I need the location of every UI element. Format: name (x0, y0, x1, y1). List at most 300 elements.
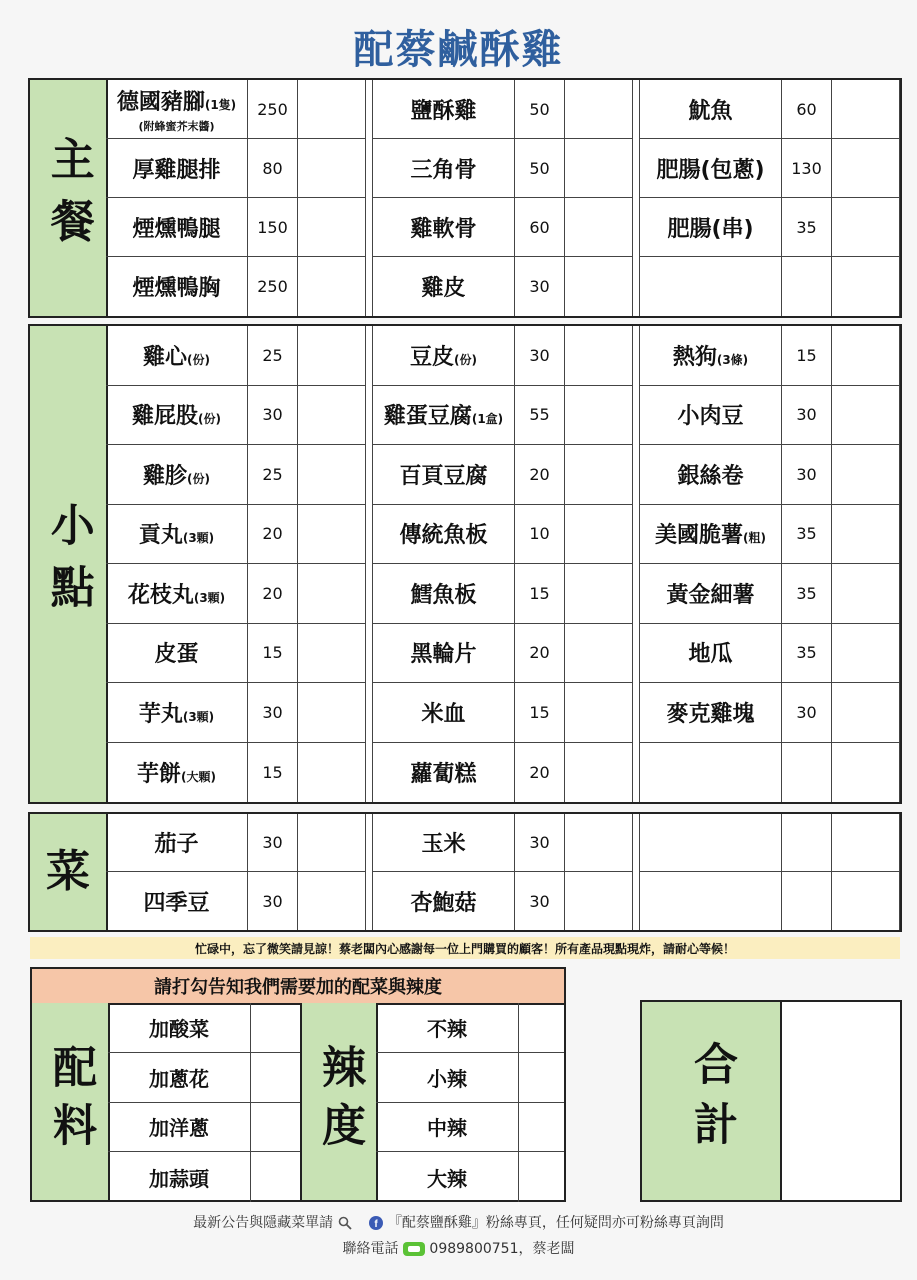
option-row (108, 1103, 300, 1153)
menu-item-name-cell (106, 257, 248, 316)
menu-item-name: 百頁豆腐 (399, 463, 488, 489)
option-row (108, 1152, 300, 1202)
menu-item-price: 30 (515, 814, 565, 872)
menu-item-price: 30 (782, 386, 832, 446)
main_course-column (373, 80, 633, 316)
order-quantity-box[interactable] (298, 505, 366, 565)
order-quantity-box[interactable] (565, 326, 633, 386)
menu-item-name-wrap (384, 399, 503, 430)
menu-item-row (640, 505, 900, 565)
menu-item-name-wrap (410, 212, 476, 243)
menu-item-price: 15 (515, 683, 565, 743)
menu-item-name-wrap (688, 637, 732, 668)
menu-item-price: 35 (782, 198, 832, 257)
menu-item-price: 250 (248, 257, 298, 316)
menu-item-price: 30 (782, 683, 832, 743)
order-quantity-box[interactable] (298, 564, 366, 624)
snacks-section (28, 324, 902, 804)
order-quantity-box[interactable] (298, 743, 366, 803)
order-quantity-box[interactable] (832, 386, 900, 446)
total-label (642, 1002, 782, 1200)
menu-item-name-wrap (139, 518, 214, 549)
total-label-text: 合計 (686, 1041, 737, 1161)
order-quantity-box[interactable] (832, 80, 900, 139)
menu-item-quantity: (份) (454, 352, 477, 367)
menu-item-price: 30 (248, 683, 298, 743)
menu-item-price: 130 (782, 139, 832, 198)
menu-item-price (782, 257, 832, 316)
menu-item-name-cell (640, 198, 782, 257)
menu-item-name-cell (373, 624, 515, 684)
menu-item-name-wrap (410, 578, 476, 609)
menu-item-name-cell (640, 80, 782, 139)
menu-item-name: 魷魚 (688, 98, 733, 124)
menu-item-name-wrap (410, 340, 477, 371)
order-quantity-box[interactable] (565, 624, 633, 684)
order-quantity-box[interactable] (298, 326, 366, 386)
snacks-column (640, 326, 900, 802)
menu-item-name-wrap (410, 886, 476, 917)
menu-item-name: 地瓜 (688, 642, 733, 668)
order-quantity-box[interactable] (832, 326, 900, 386)
option-row (376, 1053, 564, 1103)
menu-item-name: 米血 (421, 701, 466, 727)
menu-item-price: 50 (515, 139, 565, 198)
footer-line-1 (0, 1212, 917, 1232)
menu-item-name: 花枝丸 (127, 582, 194, 608)
menu-item-name-wrap (132, 212, 220, 243)
option-row (108, 1053, 300, 1103)
menu-item-name-cell (640, 386, 782, 446)
option-checkbox-cell[interactable] (251, 1053, 300, 1102)
toppings-label-text: 配料 (45, 1043, 96, 1160)
menu-item-name: 玉米 (421, 832, 466, 857)
menu-item-name-cell (640, 743, 782, 803)
menu-item-name: 肥腸(串) (667, 216, 754, 242)
menu-item-price (782, 743, 832, 803)
menu-item-name-cell (373, 386, 515, 446)
menu-item-name-wrap (421, 697, 465, 728)
menu-item-price: 30 (515, 326, 565, 386)
menu-item-name: 雞軟骨 (410, 216, 477, 242)
menu-item-row (640, 386, 900, 446)
order-quantity-box[interactable] (832, 445, 900, 505)
menu-item-row (106, 198, 366, 257)
menu-item-name-wrap (143, 886, 209, 917)
order-quantity-box[interactable] (298, 80, 366, 139)
option-checkbox-cell[interactable] (251, 1003, 300, 1052)
order-quantity-box[interactable] (565, 80, 633, 139)
footer-announcement-text: 最新公告與隱藏菜單請 (193, 1215, 334, 1231)
menu-item-name-wrap (399, 518, 487, 549)
menu-item-price: 55 (515, 386, 565, 446)
menu-item-name: 銀絲卷 (677, 463, 744, 489)
order-quantity-box[interactable] (565, 743, 633, 803)
menu-item-row (373, 814, 633, 872)
line-app-icon (403, 1242, 425, 1256)
order-quantity-box[interactable] (565, 198, 633, 257)
menu-item-price: 150 (248, 198, 298, 257)
menu-item-row (106, 743, 366, 803)
menu-item-quantity: (份) (198, 412, 221, 427)
menu-item-price: 30 (248, 872, 298, 930)
order-quantity-box[interactable] (298, 624, 366, 684)
menu-item-name-cell (106, 872, 248, 930)
option-label: 加酸菜 (108, 1003, 251, 1052)
menu-item-price: 60 (515, 198, 565, 257)
order-quantity-box[interactable] (832, 683, 900, 743)
menu-item-price: 20 (515, 624, 565, 684)
footer-fanpage-text: 『配蔡鹽酥雞』粉絲專頁，任何疑問亦可粉絲專頁詢問 (387, 1215, 724, 1231)
menu-item-row (373, 872, 633, 930)
order-quantity-box[interactable] (298, 139, 366, 198)
total-amount-box[interactable] (780, 1002, 900, 1200)
footer-phone-label: 聯絡電話 (342, 1241, 399, 1257)
menu-item-row (106, 139, 366, 198)
menu-item-note: (附蜂蜜芥末醬) (138, 119, 215, 133)
menu-item-name-cell (640, 326, 782, 386)
menu-item-name-cell (373, 445, 515, 505)
menu-item-price: 25 (248, 326, 298, 386)
main-course-label (30, 80, 108, 316)
menu-item-name: 德國豬腳 (116, 89, 205, 115)
vegetables-label (30, 814, 108, 930)
menu-item-name-wrap (656, 153, 764, 184)
order-quantity-box[interactable] (832, 257, 900, 316)
menu-item-row (106, 257, 366, 316)
menu-item-row (640, 872, 900, 930)
order-quantity-box[interactable] (565, 257, 633, 316)
menu-item-quantity: (1盒) (471, 412, 504, 427)
menu-item-name: 鹽酥雞 (410, 98, 477, 124)
menu-item-name-wrap (673, 340, 748, 371)
svg-text:f: f (374, 1219, 379, 1230)
main_course-column (106, 80, 366, 316)
menu-item-name-wrap (655, 518, 766, 549)
menu-item-row (640, 445, 900, 505)
menu-item-name-cell (106, 564, 248, 624)
notice-banner: 忙碌中，忘了微笑請見諒！蔡老闆內心感謝每一位上門購買的顧客！所有產品現點現炸，請耐心等候！ (30, 937, 900, 959)
option-checkbox-cell[interactable] (251, 1103, 300, 1152)
menu-item-name-cell (106, 445, 248, 505)
menu-item-row (373, 624, 633, 684)
menu-item-quantity: (1隻) (204, 97, 237, 112)
order-quantity-box[interactable] (832, 139, 900, 198)
menu-item-name-wrap (410, 94, 476, 125)
menu-item-row (640, 326, 900, 386)
menu-item-name-cell (640, 445, 782, 505)
menu-item-name: 豆皮 (410, 344, 455, 370)
option-label: 加蒜頭 (108, 1152, 251, 1202)
menu-item-name-cell (106, 139, 248, 198)
option-row (376, 1103, 564, 1153)
menu-item-row (373, 80, 633, 139)
menu-item-name-cell (640, 683, 782, 743)
column-divider (366, 80, 373, 316)
menu-item-name: 芋餅 (137, 761, 182, 787)
menu-item-name-cell (640, 814, 782, 872)
menu-item-name-cell (640, 139, 782, 198)
menu-item-name-wrap (667, 212, 753, 243)
menu-item-row (640, 139, 900, 198)
order-quantity-box[interactable] (298, 257, 366, 316)
menu-item-row (640, 683, 900, 743)
menu-item-price: 15 (782, 326, 832, 386)
menu-item-name-cell (106, 386, 248, 446)
menu-item-name: 芋丸 (138, 701, 183, 727)
menu-item-name-cell (106, 743, 248, 803)
order-quantity-box[interactable] (832, 814, 900, 872)
menu-item-price (782, 872, 832, 930)
spice-label-text: 辣度 (314, 1043, 365, 1160)
menu-item-quantity: (粗) (743, 531, 766, 546)
option-label: 大辣 (376, 1152, 519, 1202)
option-checkbox-cell[interactable] (519, 1152, 564, 1202)
snacks-label (30, 326, 108, 802)
menu-item-name-cell (373, 139, 515, 198)
menu-item-name-cell (373, 257, 515, 316)
search-icon (338, 1216, 352, 1230)
column-divider (633, 80, 640, 316)
order-quantity-box[interactable] (298, 198, 366, 257)
menu-item-row (373, 743, 633, 803)
menu-item-name: 雞心 (143, 344, 188, 370)
menu-item-name-cell (106, 814, 248, 872)
menu-item-name-cell (640, 257, 782, 316)
menu-item-name: 雞胗 (143, 463, 188, 489)
menu-item-name: 肥腸(包蔥) (656, 157, 765, 183)
menu-item-name: 雞皮 (421, 276, 466, 301)
menu-item-price: 60 (782, 80, 832, 139)
menu-item-row (373, 683, 633, 743)
snacks-column (106, 326, 366, 802)
menu-item-name: 煙燻鴨胸 (132, 276, 221, 301)
menu-item-name-wrap (410, 153, 476, 184)
menu-item-name-wrap (139, 697, 214, 728)
menu-item-name: 厚雞腿排 (132, 157, 221, 183)
spice-label (300, 1003, 378, 1200)
total-section (640, 1000, 902, 1202)
menu-item-row (373, 257, 633, 316)
menu-item-row (106, 80, 366, 139)
column-divider (633, 326, 640, 802)
menu-item-name-cell (373, 505, 515, 565)
menu-item-name: 蘿蔔糕 (410, 761, 477, 787)
menu-item-row (373, 198, 633, 257)
order-quantity-box[interactable] (832, 872, 900, 930)
menu-item-quantity: (份) (187, 471, 210, 486)
snacks-column (373, 326, 633, 802)
menu-item-price: 30 (515, 872, 565, 930)
menu-item-name-wrap (154, 637, 198, 668)
order-quantity-box[interactable] (298, 683, 366, 743)
order-quantity-box[interactable] (298, 814, 366, 872)
menu-item-name-cell (106, 326, 248, 386)
menu-item-row (106, 445, 366, 505)
menu-item-row (640, 814, 900, 872)
menu-item-name-wrap (132, 153, 220, 184)
options-section (30, 967, 566, 1202)
order-quantity-box[interactable] (565, 139, 633, 198)
menu-item-price: 35 (782, 564, 832, 624)
snacks-grid (106, 326, 900, 802)
menu-item-row (640, 743, 900, 803)
menu-item-name-wrap (137, 757, 216, 788)
menu-item-quantity: (3顆) (182, 531, 215, 546)
menu-item-name: 傳統魚板 (399, 523, 488, 549)
menu-item-row (106, 814, 366, 872)
menu-item-row (373, 505, 633, 565)
option-label: 中辣 (376, 1103, 519, 1152)
menu-item-name-wrap (410, 637, 476, 668)
menu-item-quantity: (大顆) (181, 769, 216, 784)
menu-item-row (373, 445, 633, 505)
spice-list (376, 1003, 564, 1200)
order-quantity-box[interactable] (565, 564, 633, 624)
menu-item-name: 小肉豆 (677, 404, 744, 430)
vegetables-section (28, 812, 902, 932)
option-row (108, 1003, 300, 1053)
menu-item-price: 15 (248, 743, 298, 803)
option-row (376, 1003, 564, 1053)
menu-item-row (106, 872, 366, 930)
footer-line-2 (0, 1238, 917, 1258)
toppings-list (108, 1003, 300, 1200)
vegetables-label-text: 菜 (46, 846, 90, 898)
menu-item-name: 杏鮑菇 (410, 890, 477, 916)
menu-item-price: 25 (248, 445, 298, 505)
option-label: 加洋蔥 (108, 1103, 251, 1152)
option-checkbox-cell[interactable] (519, 1053, 564, 1102)
menu-item-price: 35 (782, 505, 832, 565)
menu-item-name-wrap (132, 271, 220, 302)
menu-item-name-wrap (143, 340, 210, 371)
menu-item-name-wrap (666, 697, 754, 728)
vegetables-column (373, 814, 633, 930)
menu-item-name: 四季豆 (143, 890, 210, 916)
menu-item-name-cell (640, 872, 782, 930)
menu-item-name: 煙燻鴨腿 (132, 216, 221, 242)
column-divider (366, 326, 373, 802)
menu-item-name-cell (106, 505, 248, 565)
order-quantity-box[interactable] (832, 505, 900, 565)
menu-item-name-wrap (143, 459, 210, 490)
snacks-label-text: 小點 (42, 502, 94, 626)
menu-item-name: 茄子 (154, 832, 199, 857)
menu-item-name-cell (106, 624, 248, 684)
menu-item-row (373, 564, 633, 624)
option-label: 加蔥花 (108, 1053, 251, 1102)
order-quantity-box[interactable] (565, 872, 633, 930)
menu-item-name: 鱈魚板 (410, 582, 477, 608)
option-label: 不辣 (376, 1003, 519, 1052)
menu-item-name: 麥克雞塊 (666, 701, 755, 727)
menu-item-name-cell (373, 198, 515, 257)
column-divider (366, 814, 373, 930)
order-quantity-box[interactable] (298, 872, 366, 930)
menu-item-name: 皮蛋 (154, 642, 199, 668)
order-quantity-box[interactable] (832, 198, 900, 257)
menu-item-price: 35 (782, 624, 832, 684)
menu-item-row (106, 505, 366, 565)
menu-item-name-cell (373, 814, 515, 872)
menu-item-name-cell (373, 683, 515, 743)
menu-item-row (106, 683, 366, 743)
menu-item-price: 20 (248, 564, 298, 624)
menu-item-price: 20 (248, 505, 298, 565)
menu-item-name-cell (640, 505, 782, 565)
order-quantity-box[interactable] (832, 624, 900, 684)
menu-item-price: 80 (248, 139, 298, 198)
order-quantity-box[interactable] (298, 386, 366, 446)
menu-item-price: 30 (782, 445, 832, 505)
menu-item-row (106, 386, 366, 446)
options-header: 請打勾告知我們需要加的配菜與辣度 (32, 969, 564, 1005)
main-course-section (28, 78, 902, 318)
menu-item-name-cell (373, 564, 515, 624)
menu-item-name-wrap (421, 271, 465, 302)
menu-item-row (640, 198, 900, 257)
vegetables-grid (106, 814, 900, 930)
menu-item-price: 30 (515, 257, 565, 316)
order-quantity-box[interactable] (565, 683, 633, 743)
menu-item-quantity: (3顆) (193, 590, 226, 605)
menu-item-name: 雞蛋豆腐 (383, 404, 472, 430)
menu-item-price: 30 (248, 814, 298, 872)
menu-item-row (106, 326, 366, 386)
option-label: 小辣 (376, 1053, 519, 1102)
option-checkbox-cell[interactable] (519, 1003, 564, 1052)
menu-item-name: 雞屁股 (132, 404, 199, 430)
menu-item-name: 黃金細薯 (666, 582, 755, 608)
menu-item-name-wrap (410, 757, 476, 788)
menu-item-price: 30 (248, 386, 298, 446)
page-title: 配蔡鹹酥雞 (353, 27, 564, 73)
menu-item-name-cell (373, 326, 515, 386)
order-quantity-box[interactable] (832, 743, 900, 803)
order-quantity-box[interactable] (298, 445, 366, 505)
toppings-label (32, 1003, 110, 1200)
menu-item-name-wrap (132, 399, 221, 430)
menu-item-quantity: (3顆) (182, 709, 215, 724)
main_course-column (640, 80, 900, 316)
menu-item-row (106, 564, 366, 624)
menu-item-price: 20 (515, 445, 565, 505)
order-quantity-box[interactable] (565, 814, 633, 872)
menu-item-name-cell (106, 198, 248, 257)
order-quantity-box[interactable] (565, 445, 633, 505)
option-row (376, 1152, 564, 1202)
option-checkbox-cell[interactable] (519, 1103, 564, 1152)
order-quantity-box[interactable] (832, 564, 900, 624)
menu-item-price: 250 (248, 80, 298, 139)
menu-item-name: 熱狗 (672, 344, 717, 370)
menu-item-row (640, 257, 900, 316)
menu-item-row (640, 564, 900, 624)
menu-item-price: 20 (515, 743, 565, 803)
order-quantity-box[interactable] (565, 505, 633, 565)
order-quantity-box[interactable] (565, 386, 633, 446)
menu-item-name: 三角骨 (410, 157, 477, 183)
menu-item-row (373, 326, 633, 386)
menu-item-name-cell (373, 743, 515, 803)
option-checkbox-cell[interactable] (251, 1152, 300, 1202)
menu-item-name-cell (373, 872, 515, 930)
vegetables-column (640, 814, 900, 930)
menu-item-name-wrap (421, 827, 465, 858)
menu-item-price: 10 (515, 505, 565, 565)
menu-item-row (106, 624, 366, 684)
